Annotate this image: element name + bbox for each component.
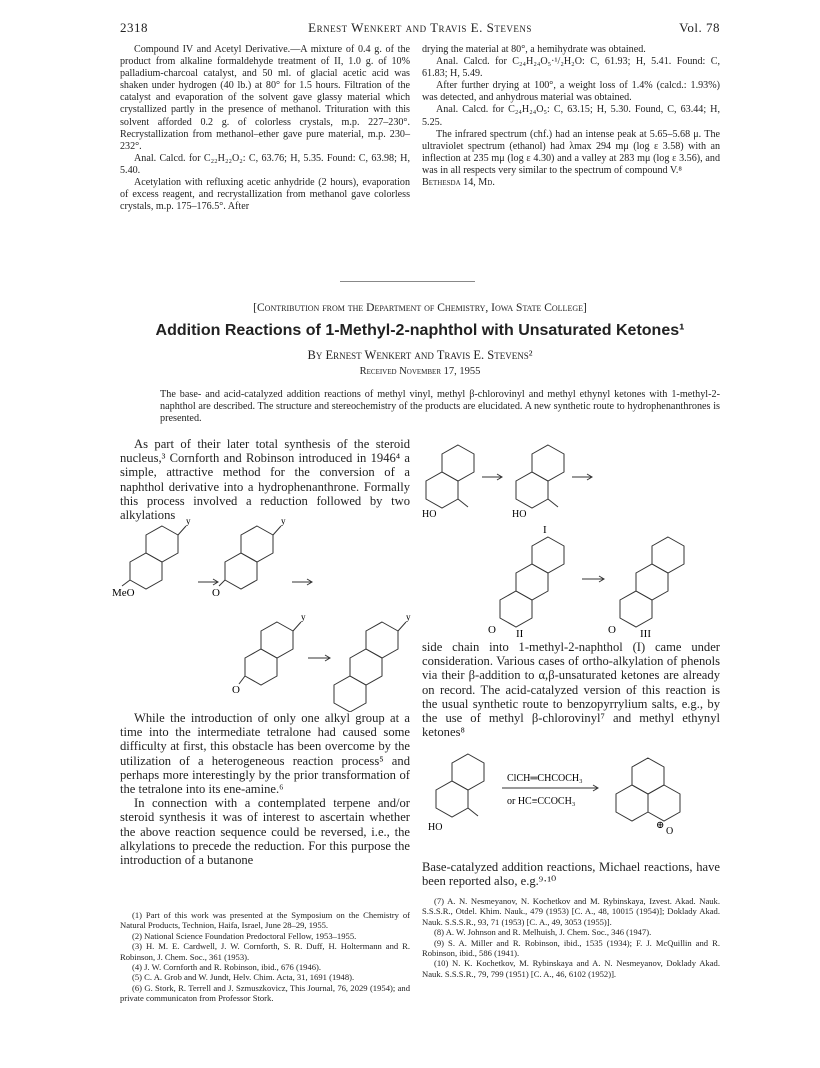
hydroxyl-label: HO [422,509,437,520]
footnote: (9) S. A. Miller and R. Robinson, ibid., 1535 (1934); F. J. McQuillin and R. Robinson, ibid., 586 (1941). [422,937,720,959]
author-line: By Ernest Wenkert and Travis E. Stevens² [307,348,533,362]
footnote: (5) C. A. Grob and W. Jundt, Helv. Chim. Acta, 31, 1691 (1948). [132,972,355,983]
aromatic-ring [452,754,484,790]
body-paragraph: side chain into 1-methyl-2-naphthol (I) came under consideration. Various cases of ortho-alkylation of phenols via their β-addition to α,β-unsaturated ketones are already on record. The acid-catalyzed version of this reaction is the usual synthetic route to benzopyrrylium salts, e.g., by the use of methyl β-chlorovinyl⁷ and methyl ethynyl ketones⁸ [422,640,720,740]
bond [548,499,558,507]
footnote: (2) National Science Foundation Predoctoral Fellow, 1953–1955. [132,930,357,941]
aromatic-ring [130,553,162,589]
saturated-ring [225,553,257,589]
bond [178,526,186,535]
body-paragraph: As part of their later total synthesis of the steroid nucleus,³ Cornforth and Robinson introduced in 1946⁴ a simple, attractive method for the conversion of a naphthol derivative into a hydrophenanthrone. Formally this process involved a reduction followed by two alkylations [120,437,410,523]
aromatic-ring [652,537,684,573]
prev-right-paragraph: After further drying at 100°, a weight loss of 1.4% (calcd.: 1.93%) was detected, and anhydrous material was obtained. [422,80,720,104]
oxygen-label: O [232,684,240,696]
footnotes-left [120,910,410,1004]
footnote: (6) G. Stork, R. Terrell and J. Szmuszkovicz, This Journal, 76, 2029 (1954); and private communicaton from Professor Stork. [120,982,410,1004]
aromatic-ring [532,537,564,573]
bond [293,622,301,631]
aromatic-ring [426,472,458,508]
oxonium-symbol: ⊕ [656,820,665,831]
prev-left-paragraph: Acetylation with refluxing acetic anhydride (2 hours), evaporation of excess reagent, and recrystallization from methanol gave colorless crystals, m.p. 175–176.5°. After [120,177,410,213]
saturated-ring [350,649,382,685]
compound-label-I: I [543,524,547,536]
oxygen-label: O [666,826,674,837]
footnote: (10) N. K. Kochetkov, M. Rybinskaya and A. N. Nesmeyanov, Doklady Akad. Nauk. S.S.S.R., 79, 799 (1951) [C. A., 46, 6102 (1952)]. [422,958,720,979]
aromatic-ring [366,622,398,658]
prev-right-paragraph: The infrared spectrum (chf.) had an intense peak at 5.65–5.68 μ. The ultraviolet spectrum (ethanol) had λmax 294 mμ (log ε 3.58) with an inflection at 235 mμ (log ε 4.30) and a valley at 283 mμ (log ε 3.56), and was in all respects very similar to the spectrum of compound V.⁸ [422,128,720,176]
article-title: Addition Reactions of 1-Methyl-2-naphthol with Unsaturated Ketones¹ [155,322,685,339]
carbonyl-bond [239,676,245,684]
footnote: (4) J. W. Cornforth and R. Robinson, ibid., 676 (1946). [132,962,322,973]
received-date: Received November 17, 1955 [359,366,481,377]
body-paragraph: While the introduction of only one alkyl group at a time into the intermediate tetralone had caused some difficulty at first, this obstacle has been overcome by the utilization of a heterogeneous reaction process⁵ and perhaps more interestingly by the prior transformation of the tetralone into its ene-amine.⁶ [120,711,410,797]
contribution-line: [Contribution from the Department of Chemistry, Iowa State College] [253,302,587,314]
bond [458,499,468,507]
prev-article-left-column [120,44,410,213]
running-title: Ernest Wenkert and Travis E. Stevens [308,20,532,35]
substituent-label: y [281,516,286,526]
footnotes-right [422,896,720,979]
pyrylium-ring [648,785,680,821]
bond [468,808,478,816]
prev-right-paragraph: Anal. Calcd. for C₂₄H₂₄O₅·¹/₂H₂O: C, 61.93; H, 5.41. Found: C, 61.83; H, 5.49. [422,56,720,80]
footnote: (1) Part of this work was presented at the Symposium on the Chemistry of Natural Products, Technion, Haifa, Israel, June 28–29, 1955. [120,910,410,931]
saturated-ring [500,591,532,627]
prev-right-paragraph: drying the material at 80°, a hemihydrate was obtained. [422,44,646,55]
bond [273,526,281,535]
oxygen-label: O [608,624,616,636]
reagent-top: ClCH═CHCOCH₃ [507,773,583,784]
hydroxyl-label: HO [428,822,443,833]
aromatic-ring [436,781,468,817]
substituent-label: y [186,516,191,526]
scheme-benzopyrrylium [428,748,720,848]
hydroxyl-label: HO [512,509,527,520]
compound-label-II: II [516,628,524,637]
aromatic-ring [146,526,178,562]
scheme-naphthol-products [422,437,722,637]
footnote: (3) H. M. E. Cardwell, J. W. Cornforth, S. R. Duff, H. Holtermann and R. Robinson, J. Chem. Soc., 361 (1953). [120,941,410,962]
oxygen-label: O [212,587,220,599]
aromatic-ring [261,622,293,658]
prev-right-location: Bethesda 14, Md. [422,177,495,189]
aromatic-ring [532,445,564,481]
prev-left-paragraph: Compound IV and Acetyl Derivative.—A mixture of 0.4 g. of the product from alkaline formaldehyde treatment of II, 1.0 g. of 10% palladium-charcoal catalyst, and 50 ml. of glacial acetic acid was shaken under hydrogen (40 lb.) at 80° for 1.5 hours. Filtration of the catalyst and evaporation of the solvent gave glassy material which crystallized partly in the presence of methanol. Trituration with this solvent afforded 0.2 g. of colorless crystals, m.p. 227–230°. Recrystallization from methanol–ether gave pure material, m.p. 230–232°. [120,44,410,152]
scheme-cornforth-robinson [112,512,417,712]
aromatic-ring [516,564,548,600]
page-number: 2318 [120,20,148,35]
abstract: The base- and acid-catalyzed addition reactions of methyl vinyl, methyl β-chlorovinyl and methyl ethynyl ketones with 1-methyl-2-naphthol are described. The structure and stereochemistry of the products are elucidated. A new synthetic route to hydrophenanthrones is presented. [160,389,720,425]
carbonyl-bond [219,580,225,586]
aromatic-ring [442,445,474,481]
body-paragraph: In connection with a contemplated terpene and/or steroid synthesis it was of interest to ascertain whether the above reaction sequence could be reversed, i.e., the alkylations to precede the reduction. For this purpose the introduction of a butanone [120,796,410,868]
prev-left-paragraph: Anal. Calcd. for C₂₂H₂₂O₂: C, 63.76; H, 5.35. Found: C, 63.98; H, 5.40. [120,152,410,176]
separator-rule [340,281,475,282]
saturated-ring [334,676,366,712]
footnote: (7) A. N. Nesmeyanov, N. Kochetkov and M. Rybinskaya, Izvest. Akad. Nauk. S.S.S.R., Otdel. Khim. Nauk., 479 (1953) [C. A., 48, 10015 (1954)]; Doklady Akad. Nauk. S.S.S.R., 93, 71 (1953) [C. A., 49, 3053 (1955)]. [422,896,720,927]
aromatic-ring [632,758,664,794]
oxygen-label: O [488,624,496,636]
substituent-label: y [301,612,306,622]
substituent-label: y [406,612,411,622]
aromatic-ring [616,785,648,821]
saturated-ring [245,649,277,685]
body-left-top [120,437,410,522]
prev-article-right-column [422,44,720,189]
saturated-ring [636,564,668,600]
bond [122,580,130,586]
saturated-ring [620,591,652,627]
body-right-bottom [422,860,720,888]
bond [398,622,406,631]
footnote: (8) A. W. Johnson and R. Melhuish, J. Chem. Soc., 346 (1947). [434,927,652,938]
volume-label: Vol. 78 [679,20,720,35]
compound-label-III: III [640,628,651,637]
methoxy-label: MeO [112,587,135,599]
body-right-top [422,640,720,739]
prev-right-paragraph: Anal. Calcd. for C₂₄H₂₄O₅: C, 63.15; H, 5.30. Found, C, 63.44; H, 5.25. [422,104,720,128]
body-left-bottom [120,711,410,867]
reagent-bottom: or HC≡CCOCH₃ [507,796,576,807]
aromatic-ring [516,472,548,508]
aromatic-ring [241,526,273,562]
body-paragraph: Base-catalyzed addition reactions, Michael reactions, have been reported also, e.g.⁹·¹⁰ [422,860,720,889]
